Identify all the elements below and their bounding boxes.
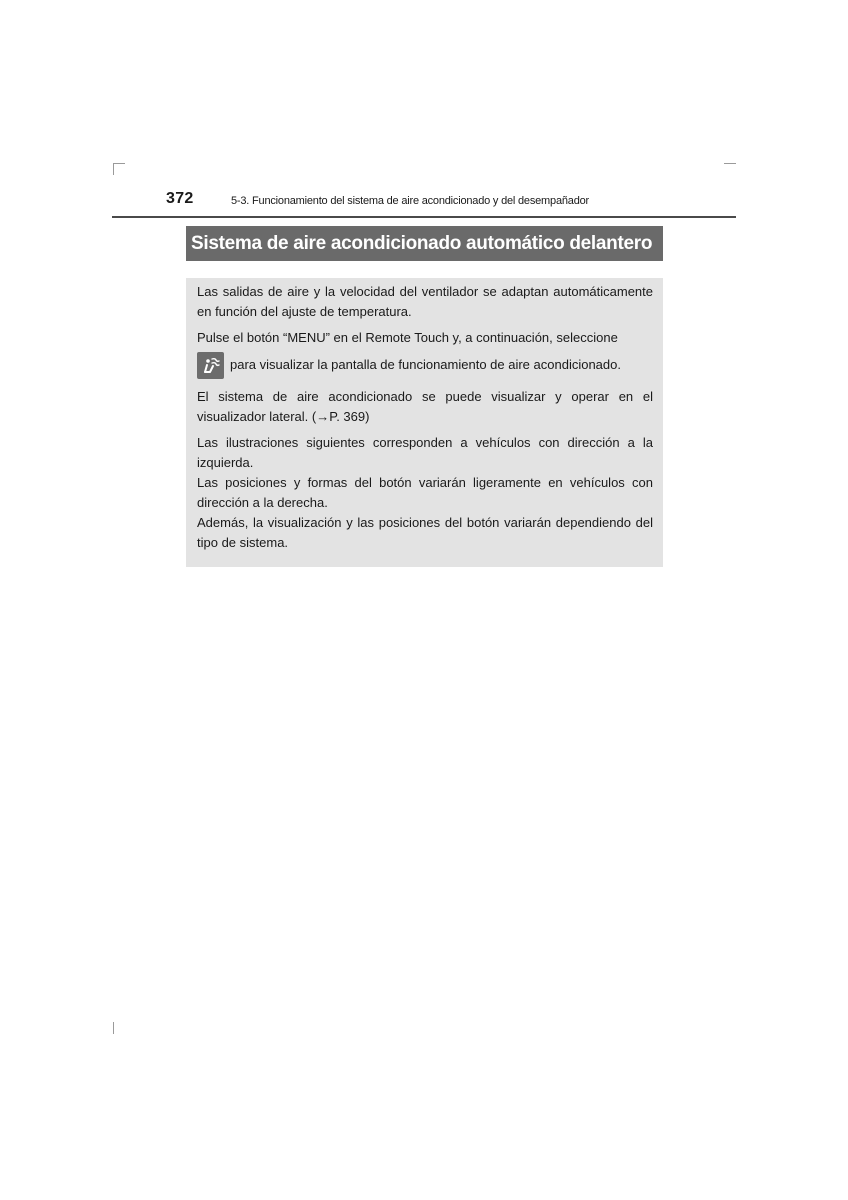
- running-header: 5-3. Funcionamiento del sistema de aire acondicionado y del desempañador: [231, 195, 589, 207]
- crop-mark-top-right: [724, 163, 736, 164]
- icon-line: [197, 349, 653, 381]
- info-paragraph-5: Las posiciones y formas del botón variarán ligeramente en vehículos con dirección a la derecha.: [197, 475, 653, 510]
- info-paragraph-2: Pulse el botón “MENU” en el Remote Touch y, a continuación, seleccione: [197, 330, 618, 345]
- page-number: 372: [166, 190, 194, 207]
- info-paragraph-1: Las salidas de aire y la velocidad del ventilador se adaptan automáticamente en función del ajuste de temperatura.: [197, 284, 653, 319]
- info-box: [186, 278, 663, 567]
- info-paragraph-4: Las ilustraciones siguientes corresponden a vehículos con dirección a la izquierda.: [197, 435, 653, 470]
- crop-mark-top-left-vertical: [113, 163, 114, 175]
- info-paragraph-2-continued: para visualizar la pantalla de funcionamiento de aire acondicionado.: [230, 357, 621, 372]
- info-paragraph-6: Además, la visualización y las posiciones del botón variarán dependiendo del tipo de sistema.: [197, 515, 653, 550]
- section-title: Sistema de aire acondicionado automático delantero: [186, 226, 663, 261]
- crop-mark-bottom-left: [113, 1022, 114, 1034]
- info-paragraph-3: El sistema de aire acondicionado se puede visualizar y operar en el visualizador lateral. (→P. 369): [197, 389, 653, 424]
- header-rule: [112, 216, 736, 218]
- crop-mark-top-left-horizontal: [113, 163, 125, 164]
- air-conditioning-icon: [197, 352, 224, 379]
